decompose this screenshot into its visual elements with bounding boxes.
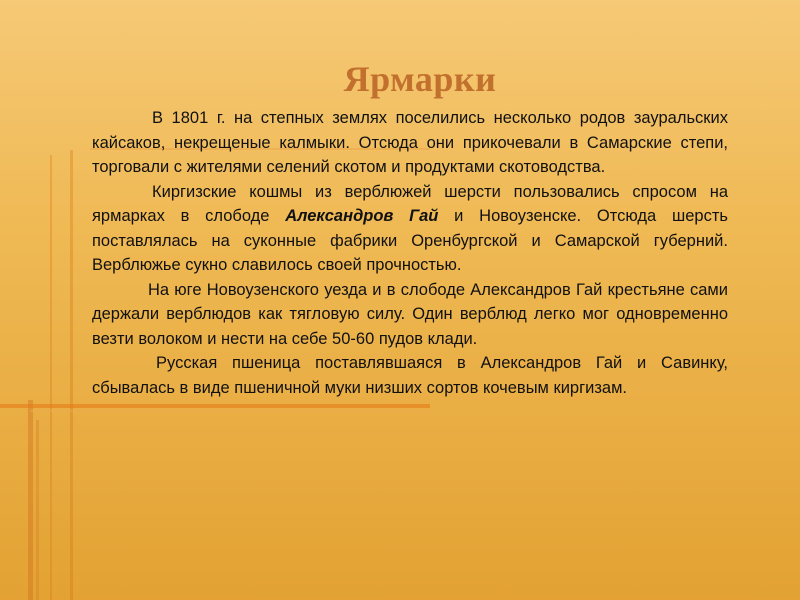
decorative-vertical-line [36,420,39,600]
decorative-horizontal-line [0,404,430,408]
paragraph-wheat: Русская пшеница поставлявшаяся в Александров Гай и Савинку, сбывалась в виде пшеничной муки низших сортов кочевым киргизам. [92,354,728,397]
paragraph-camels: На юге Новоузенского уезда и в слободе Александров Гай крестьяне сами держали верблюдов как тягловую силу. Один верблюд легко мог одновременно везти волоком и нести на себе 50-60 пудов клади. [92,280,728,348]
slide-body [92,106,728,400]
highlighted-place-name: Александров Гай [285,207,439,225]
paragraph-text: Киргизские кошмы из верблюжей шерсти пользовались спросом на ярмарках в слободе [92,182,728,225]
decorative-horizontal-line [30,410,430,412]
decorative-vertical-line [70,150,73,600]
paragraph-text: и Новоузенске. Отсюда шерсть поставлялась на суконные фабрики Оренбургской и Самарской губерний. Верблюжье сукно славилось своей прочностью. [92,207,728,274]
decorative-vertical-line [50,155,52,600]
decorative-vertical-line [28,400,33,600]
paragraph-settlement: В 1801 г. на степных землях поселились несколько родов зауральских кайсаков, некрещеные калмыки. Отсюда они прикочевали в Самарские степи, торговали с жителями селений скотом и продуктами скотоводства. [92,109,728,176]
paragraph-felt-trade [92,180,728,278]
slide-title: Ярмарки [343,59,497,99]
